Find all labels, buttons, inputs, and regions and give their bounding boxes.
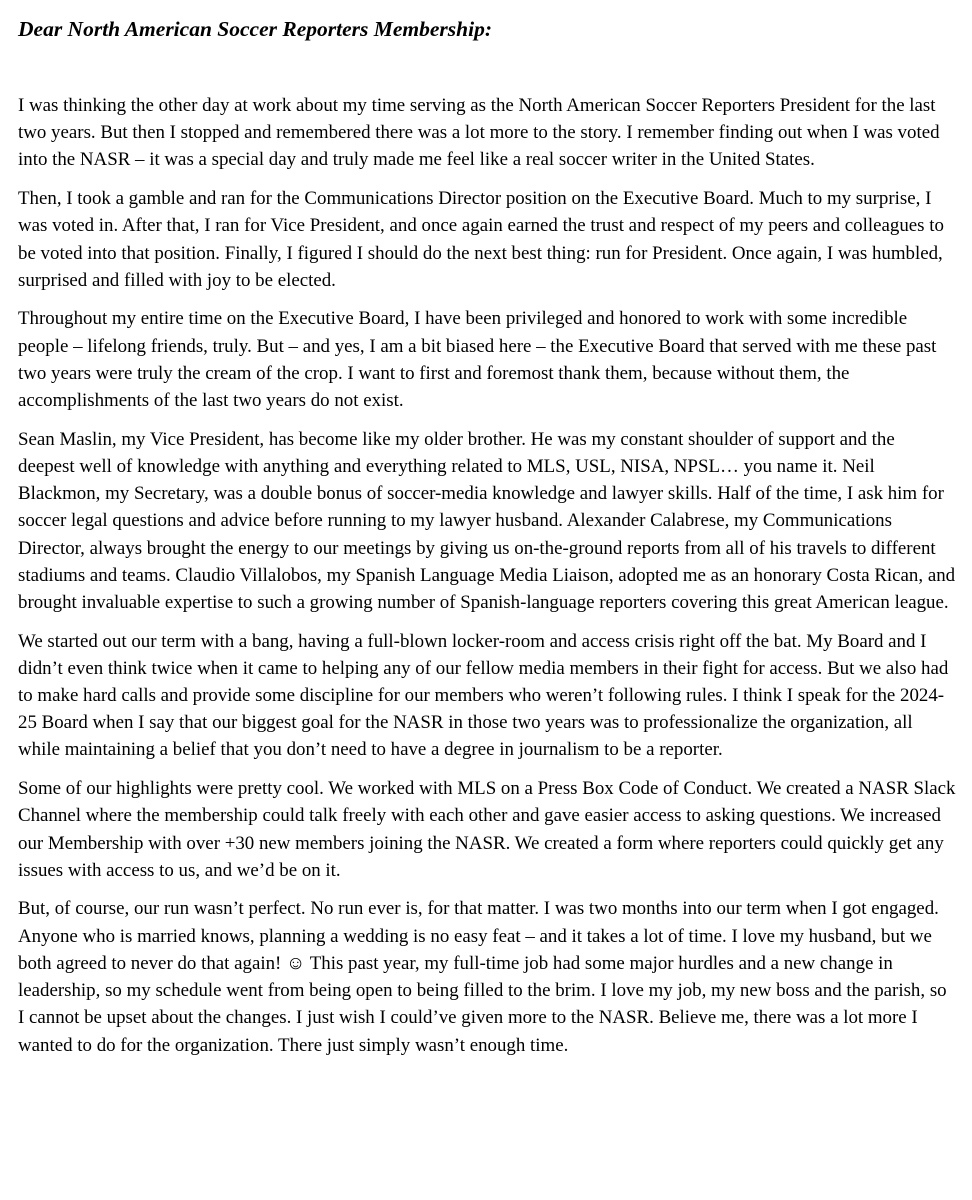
letter-page [18, 14, 956, 1070]
letter-paragraph: Then, I took a gamble and ran for the Communications Director position on the Executive Board. Much to my surprise, I was voted in. After that, I ran for Vice President, and once again earned the trust and respect of my peers and colleagues to be voted into that position. Finally, I figured I should do the next best thing: run for President. Once again, I was humbled, surprised and filled with joy to be elected. [18, 188, 944, 291]
letter-salutation: Dear North American Soccer Reporters Membership: [18, 17, 492, 41]
letter-paragraph: Some of our highlights were pretty cool. We worked with MLS on a Press Box Code of Conduct. We created a NASR Slack Channel where the membership could talk freely with each other and gave easier access to asking questions. We increased our Membership with over +30 new members joining the NASR. We created a form where reporters could quickly get any issues with access to us, and we’d be on it. [18, 778, 956, 881]
letter-body [18, 92, 956, 1059]
letter-paragraph: Throughout my entire time on the Executive Board, I have been privileged and honored to work with some incredible people – lifelong friends, truly. But – and yes, I am a bit biased here – the Executive Board that served with me these past two years were truly the cream of the crop. I want to first and foremost thank them, because without them, the accomplishments of the last two years do not exist. [18, 308, 937, 412]
letter-paragraph: We started out our term with a bang, having a full-blown locker-room and access crisis right off the bat. My Board and I didn’t even think twice when it came to helping any of our fellow media members in their fight for access. But we also had to make hard calls and provide some discipline for our members who weren’t following rules. I think I speak for the 2024-25 Board when I say that our biggest goal for the NASR in those two years was to professionalize the organization, all while maintaining a belief that you don’t need to have a degree in journalism to be a reporter. [18, 630, 949, 761]
letter-paragraph: I was thinking the other day at work about my time serving as the North American Soccer Reporters President for the last two years. But then I stopped and remembered there was a lot more to the story. I remember finding out when I was voted into the NASR – it was a special day and truly made me feel like a real soccer writer in the United States. [18, 95, 940, 171]
letter-paragraph: Sean Maslin, my Vice President, has become like my older brother. He was my constant shoulder of support and the deepest well of knowledge with anything and everything related to MLS, USL, NISA, NPSL… you name it. Neil Blackmon, my Secretary, was a double bonus of soccer-media knowledge and lawyer skills. Half of the time, I ask him for soccer legal questions and advice before running to my lawyer husband. Alexander Calabrese, my Communications Director, always brought the energy to our meetings by giving us on-the-ground reports from all of his travels to different stadiums and teams. Claudio Villalobos, my Spanish Language Media Liaison, adopted me as an honorary Costa Rican, and brought invaluable expertise to such a growing number of Spanish-language reporters covering this great American league. [18, 428, 956, 613]
letter-paragraph: But, of course, our run wasn’t perfect. No run ever is, for that matter. I was two months into our term when I got engaged. Anyone who is married knows, planning a wedding is no easy feat – and it takes a lot of time. I love my husband, but we both agreed to never do that again! ☺ This past year, my full-time job had some major hurdles and a new change in leadership, so my schedule went from being open to being filled to the brim. I love my job, my new boss and the parish, so I cannot be upset about the changes. I just wish I could’ve given more to the NASR. Believe me, there was a lot more I wanted to do for the organization. There just simply wasn’t enough time. [18, 898, 947, 1056]
